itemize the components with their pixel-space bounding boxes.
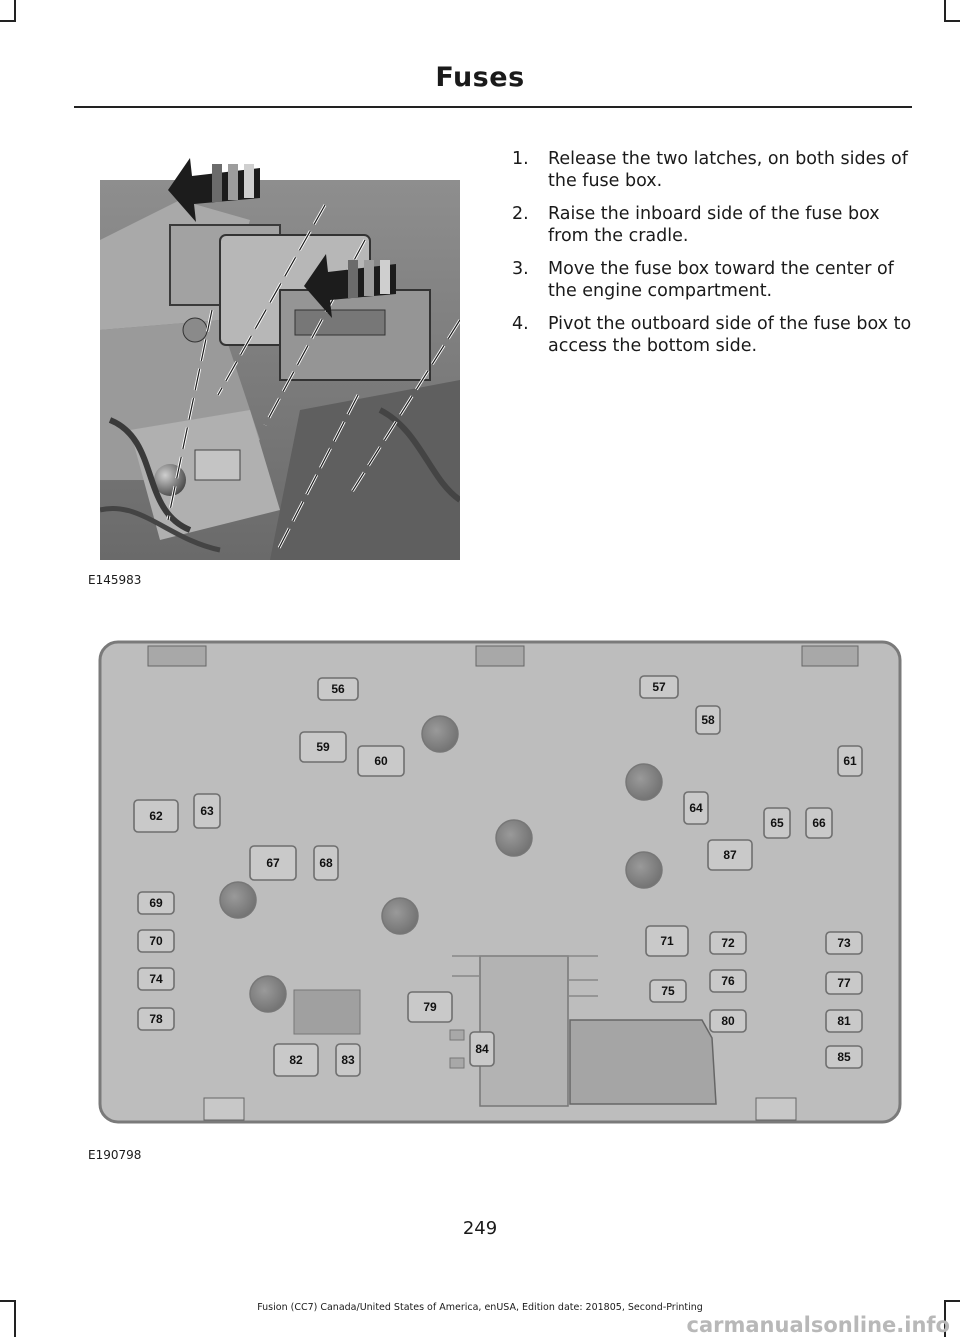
fuse-56 — [318, 678, 358, 700]
step-text: Raise the inboard side of the fuse box from the cradle. — [548, 204, 880, 246]
lift-arrows — [160, 150, 420, 320]
fuse-85 — [826, 1046, 862, 1068]
fuse-65 — [764, 808, 790, 838]
fuse-label: 75 — [661, 984, 675, 998]
fuse-68 — [314, 846, 338, 880]
crop-mark — [14, 0, 16, 20]
fuse-label: 60 — [374, 754, 388, 768]
header-rule — [74, 106, 912, 108]
step-item — [512, 148, 912, 192]
fuse-label: 69 — [149, 896, 163, 910]
fuse-72 — [710, 932, 746, 954]
fuse-label: 65 — [770, 816, 784, 830]
fuse-80 — [710, 1010, 746, 1032]
fuse-label: 64 — [689, 801, 703, 815]
arrow-up-left-icon — [168, 158, 260, 222]
fuse-label: 83 — [341, 1053, 355, 1067]
fuse-label: 56 — [331, 682, 345, 696]
fuse-64 — [684, 792, 708, 824]
fuse-71 — [646, 926, 688, 956]
step-text: Pivot the outboard side of the fuse box to access the bottom side. — [548, 314, 912, 356]
step-number: 1. — [512, 149, 529, 169]
fuse-label: 81 — [837, 1014, 851, 1028]
fuse-label: 80 — [721, 1014, 735, 1028]
fuse-label: 79 — [423, 1000, 437, 1014]
fuse-label: 59 — [316, 740, 330, 754]
fuse-label: 78 — [149, 1012, 163, 1026]
fuse-81 — [826, 1010, 862, 1032]
fuse-75 — [650, 980, 686, 1002]
fuse-59 — [300, 732, 346, 762]
fuse-label: 85 — [837, 1050, 851, 1064]
fuse-box-diagram — [96, 638, 904, 1128]
fuse-61 — [838, 746, 862, 776]
crop-mark — [944, 0, 946, 20]
fuse-label: 71 — [660, 934, 674, 948]
fuse-label: 61 — [843, 754, 857, 768]
arrow-up-left-icon — [304, 254, 396, 318]
fuse-87 — [708, 840, 752, 870]
page-number: 249 — [462, 1218, 498, 1239]
fuse-label: 72 — [721, 936, 735, 950]
fuse-label: 67 — [266, 856, 280, 870]
fuse-label: 58 — [701, 713, 715, 727]
fuse-76 — [710, 970, 746, 992]
step-number: 4. — [512, 314, 529, 334]
fuse-83 — [336, 1044, 360, 1076]
step-number: 3. — [512, 259, 529, 279]
fuse-67 — [250, 846, 296, 880]
fuse-label: 77 — [837, 976, 851, 990]
fuse-57 — [640, 676, 678, 698]
fuse-62 — [134, 800, 178, 832]
figure-id: E190798 — [88, 1148, 142, 1162]
fuse-70 — [138, 930, 174, 952]
fuse-79 — [408, 992, 452, 1022]
fuse-label: 74 — [149, 972, 163, 986]
crop-mark — [944, 20, 960, 22]
watermark: carmanualsonline.info — [686, 1313, 950, 1337]
fuse-82 — [274, 1044, 318, 1076]
fuse-84 — [470, 1032, 494, 1066]
fuse-69 — [138, 892, 174, 914]
fuse-label: 63 — [200, 804, 214, 818]
fuse-78 — [138, 1008, 174, 1030]
figure-id: E145983 — [88, 573, 142, 587]
fuse-label: 66 — [812, 816, 826, 830]
fuse-73 — [826, 932, 862, 954]
step-item — [512, 258, 912, 302]
fuse-60 — [358, 746, 404, 776]
fuse-74 — [138, 968, 174, 990]
fuse-77 — [826, 972, 862, 994]
step-number: 2. — [512, 204, 529, 224]
fuse-label: 57 — [652, 680, 666, 694]
page-title: Fuses — [435, 62, 525, 93]
fuse-label: 68 — [319, 856, 333, 870]
fuse-label: 62 — [149, 809, 163, 823]
fuse-label: 82 — [289, 1053, 303, 1067]
fuse-label: 70 — [149, 934, 163, 948]
fuse-label: 76 — [721, 974, 735, 988]
footer-text: Fusion (CC7) Canada/United States of America, enUSA, Edition date: 201805, Second-Printing — [257, 1302, 703, 1313]
fuse-label: 87 — [723, 848, 737, 862]
instruction-steps — [512, 148, 912, 368]
step-item — [512, 313, 912, 357]
crop-mark — [0, 20, 16, 22]
fuse-63 — [194, 794, 220, 828]
step-text: Move the fuse box toward the center of the engine compartment. — [548, 259, 894, 301]
fuse-58 — [696, 706, 720, 734]
step-text: Release the two latches, on both sides of the fuse box. — [548, 149, 908, 191]
fuse-label: 73 — [837, 936, 851, 950]
fuse-label: 84 — [475, 1042, 489, 1056]
fuse-66 — [806, 808, 832, 838]
step-item — [512, 203, 912, 247]
